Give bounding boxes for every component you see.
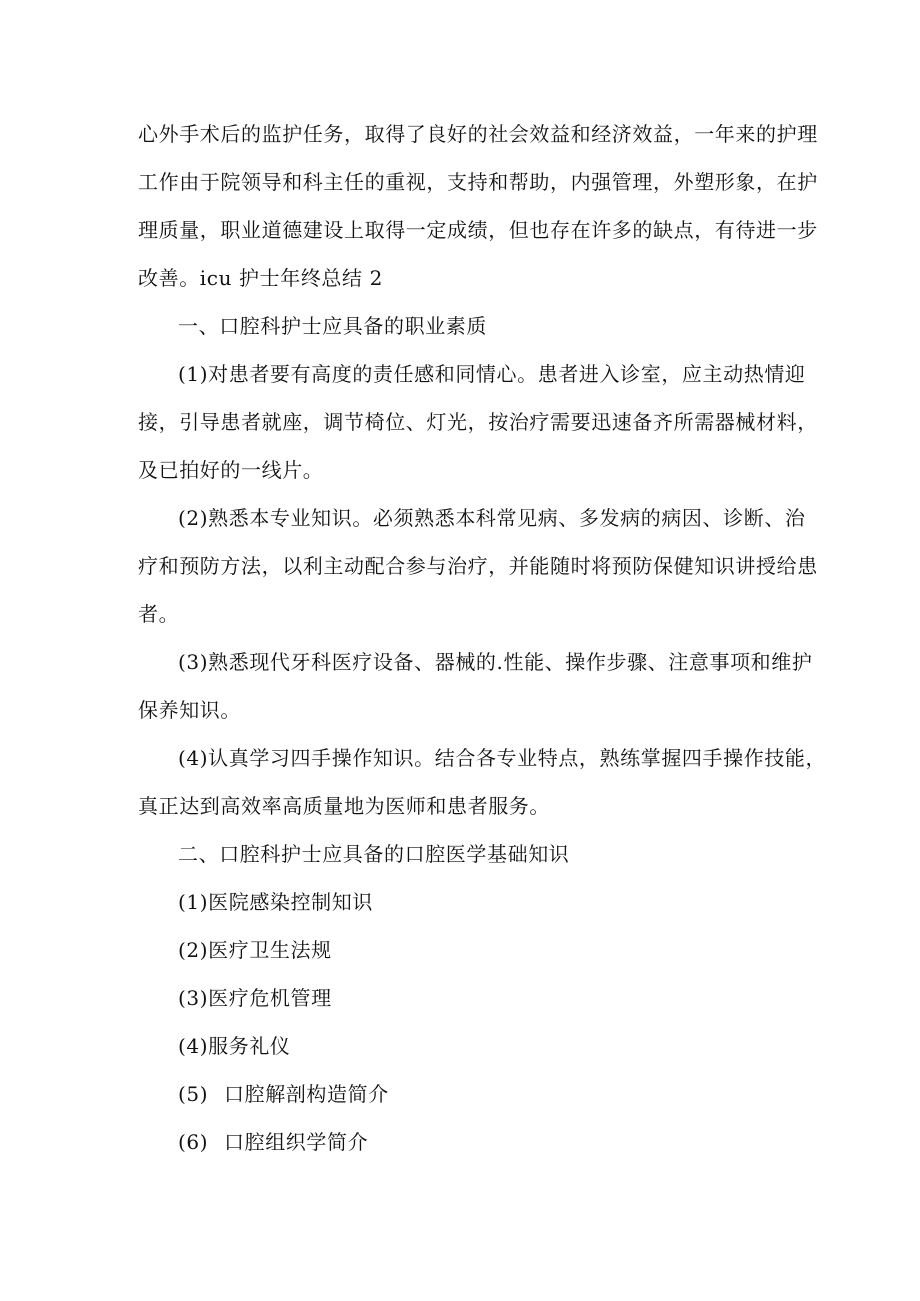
item-text: 口腔组织学简介 xyxy=(224,1130,369,1154)
section-1-item-3 xyxy=(138,638,813,734)
section-2-item-2: (2)医疗卫生法规 xyxy=(178,938,332,962)
section-1-item-4 xyxy=(138,734,827,830)
item-text: 口腔解剖构造简介 xyxy=(224,1082,389,1106)
section-1-heading: 一、口腔科护士应具备的职业素质 xyxy=(178,314,487,338)
text-line: 心外手术后的监护任务，取得了良好的社会效益和经济效益，一年来的护理 xyxy=(138,122,818,146)
section-2-item-4: (4)服务礼仪 xyxy=(178,1034,291,1058)
text-line: (3)熟悉现代牙科医疗设备、器械的.性能、操作步骤、注意事项和维护 xyxy=(178,650,813,674)
section-2-item-6 xyxy=(138,1118,800,1166)
section-2-item-3: (3)医疗危机管理 xyxy=(178,986,332,1010)
text-line: (1)对患者要有高度的责任感和同情心。患者进入诊室，应主动热情迎 xyxy=(178,362,806,386)
section-2-heading: 二、口腔科护士应具备的口腔医学基础知识 xyxy=(178,842,570,866)
item-prefix: (6) xyxy=(178,1130,209,1154)
text-line: 保养知识。 xyxy=(138,698,241,722)
text-line: 真正达到高效率高质量地为医师和患者服务。 xyxy=(138,794,550,818)
text-line: 工作由于院领导和科主任的重视，支持和帮助，内强管理，外塑形象，在护 xyxy=(138,170,818,194)
item-prefix: (5) xyxy=(178,1082,209,1106)
text-line: 理质量，职业道德建设上取得一定成绩，但也存在许多的缺点，有待进一步 xyxy=(138,218,818,242)
section-1-item-2 xyxy=(138,494,818,638)
text-line: (4)认真学习四手操作知识。结合各专业特点，熟练掌握四手操作技能， xyxy=(178,746,827,770)
text-line: 疗和预防方法，以利主动配合参与治疗，并能随时将预防保健知识讲授给患 xyxy=(138,554,818,578)
text-line: 接，引导患者就座，调节椅位、灯光，按治疗需要迅速备齐所需器械材料， xyxy=(138,410,818,434)
intro-paragraph xyxy=(138,110,818,302)
section-1-item-1 xyxy=(138,350,818,494)
text-line: 及已拍好的一线片。 xyxy=(138,458,324,482)
section-2-item-1: (1)医院感染控制知识 xyxy=(178,890,373,914)
text-line: 改善。icu 护士年终总结 2 xyxy=(138,266,383,290)
section-2-item-5 xyxy=(138,1070,800,1118)
text-line: 者。 xyxy=(138,602,180,626)
document-body xyxy=(138,110,827,1166)
text-line: (2)熟悉本专业知识。必须熟悉本科常见病、多发病的病因、诊断、治 xyxy=(178,506,806,530)
